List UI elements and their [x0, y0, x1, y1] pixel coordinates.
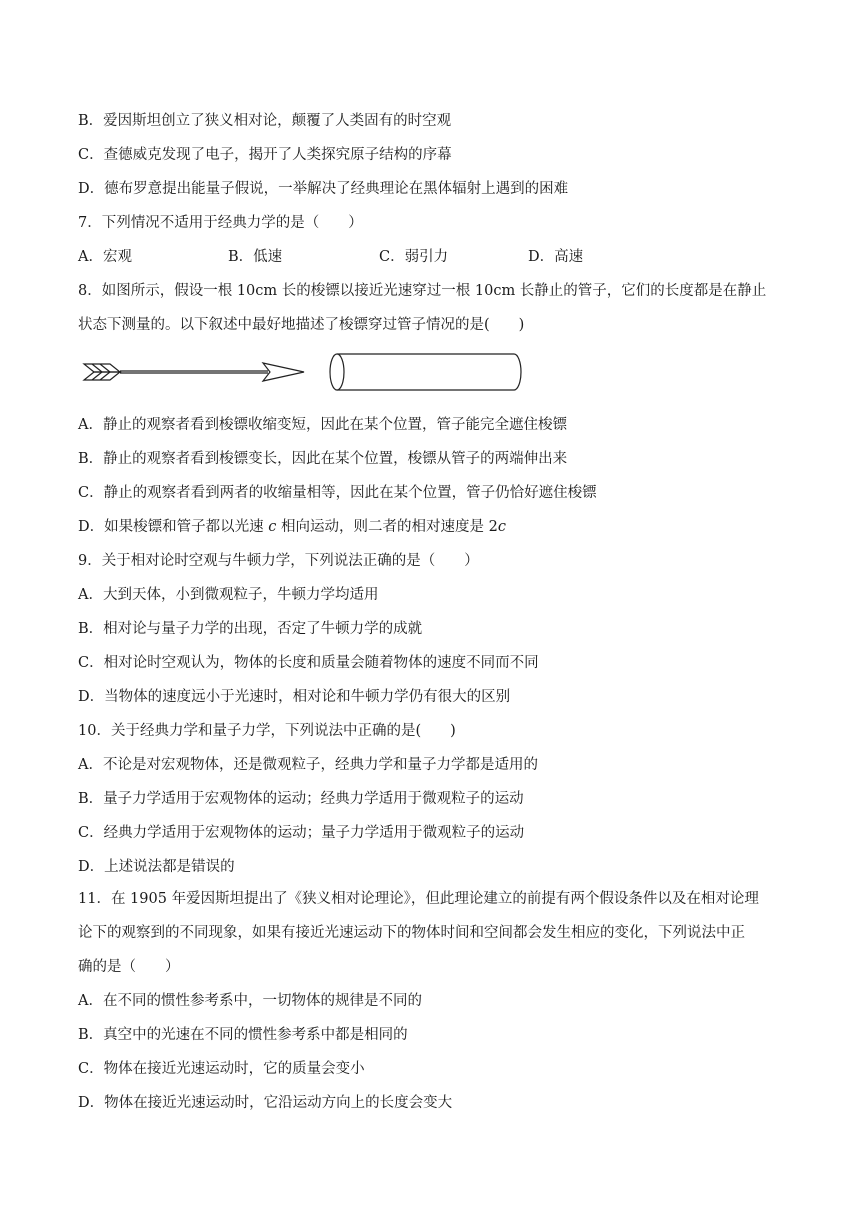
q7-option-a: A．宏观	[78, 249, 132, 265]
q10-option-a: A．不论是对宏观物体，还是微观粒子，经典力学和量子力学都是适用的	[78, 757, 538, 773]
q11-option-b: B．真空中的光速在不同的惯性参考系中都是相同的	[78, 1027, 408, 1043]
q10-stem: 10．关于经典力学和量子力学，下列说法中正确的是( )	[78, 723, 456, 739]
q11-stem-line2: 论下的观察到的不同现象，如果有接近光速运动下的物体时间和空间都会发生相应的变化，下列说法中正	[78, 925, 745, 941]
q9-option-a: A．大到天体，小到微观粒子，牛顿力学均适用	[78, 587, 379, 603]
q8-option-d-pre: D．如果梭镖和管子都以光速	[78, 519, 269, 535]
q9-stem: 9．关于相对论时空观与牛顿力学，下列说法正确的是（ ）	[78, 553, 479, 569]
tube-icon	[330, 354, 521, 390]
q11-option-a: A．在不同的惯性参考系中，一切物体的规律是不同的	[78, 993, 422, 1009]
q7-option-d: D．高速	[528, 249, 584, 265]
q9-option-d: D．当物体的速度远小于光速时，相对论和牛顿力学仍有很大的区别	[78, 689, 511, 705]
q11-option-c: C．物体在接近光速运动时，它的质量会变小	[78, 1061, 365, 1077]
arrow-and-tube-figure	[78, 350, 528, 400]
q10-option-b: B．量子力学适用于宏观物体的运动；经典力学适用于微观粒子的运动	[78, 791, 524, 807]
q8-stem-line2: 状态下测量的。以下叙述中最好地描述了梭镖穿过管子情况的是( )	[78, 317, 525, 333]
q7-option-b: B．低速	[228, 249, 283, 265]
q7-stem: 7．下列情况不适用于经典力学的是（ ）	[78, 215, 363, 231]
speed-of-light-var: c	[268, 519, 277, 535]
q6-option-d: D．德布罗意提出能量子假说，一举解决了经典理论在黑体辐射上遇到的困难	[78, 181, 569, 197]
q11-stem-line1: 11．在 1905 年爱因斯坦提出了《狭义相对论理论》，但此理论建立的前提有两个假设条件以及在相对论理	[78, 891, 759, 907]
speed-of-light-var-2: c	[497, 519, 506, 535]
q8-stem-line1: 8．如图所示，假设一根 10cm 长的梭镖以接近光速穿过一根 10cm 长静止的管子，它们的长度都是在静止	[78, 283, 767, 299]
dart-arrow-icon	[84, 363, 304, 381]
q9-option-c: C．相对论时空观认为，物体的长度和质量会随着物体的速度不同而不同	[78, 655, 539, 671]
q6-option-c: C．查德威克发现了电子，揭开了人类探究原子结构的序幕	[78, 147, 452, 163]
q9-option-b: B．相对论与量子力学的出现，否定了牛顿力学的成就	[78, 621, 423, 637]
q8-option-b: B．静止的观察者看到梭镖变长，因此在某个位置，梭镖从管子的两端伸出来	[78, 451, 568, 467]
q8-option-d-mid: 相向运动，则二者的相对速度是 2	[276, 519, 498, 535]
q11-stem-line3: 确的是（ ）	[78, 959, 180, 975]
q10-option-c: C．经典力学适用于宏观物体的运动；量子力学适用于微观粒子的运动	[78, 825, 525, 841]
q8-option-a: A．静止的观察者看到梭镖收缩变短，因此在某个位置，管子能完全遮住梭镖	[78, 417, 567, 433]
q6-option-b: B．爱因斯坦创立了狭义相对论，颠覆了人类固有的时空观	[78, 113, 452, 129]
q8-option-c: C．静止的观察者看到两者的收缩量相等，因此在某个位置，管子仍恰好遮住梭镖	[78, 485, 597, 501]
q8-option-d	[78, 517, 506, 537]
q11-option-d: D．物体在接近光速运动时，它沿运动方向上的长度会变大	[78, 1095, 453, 1111]
q7-option-c: C．弱引力	[379, 249, 449, 265]
q10-option-d: D．上述说法都是错误的	[78, 859, 235, 875]
